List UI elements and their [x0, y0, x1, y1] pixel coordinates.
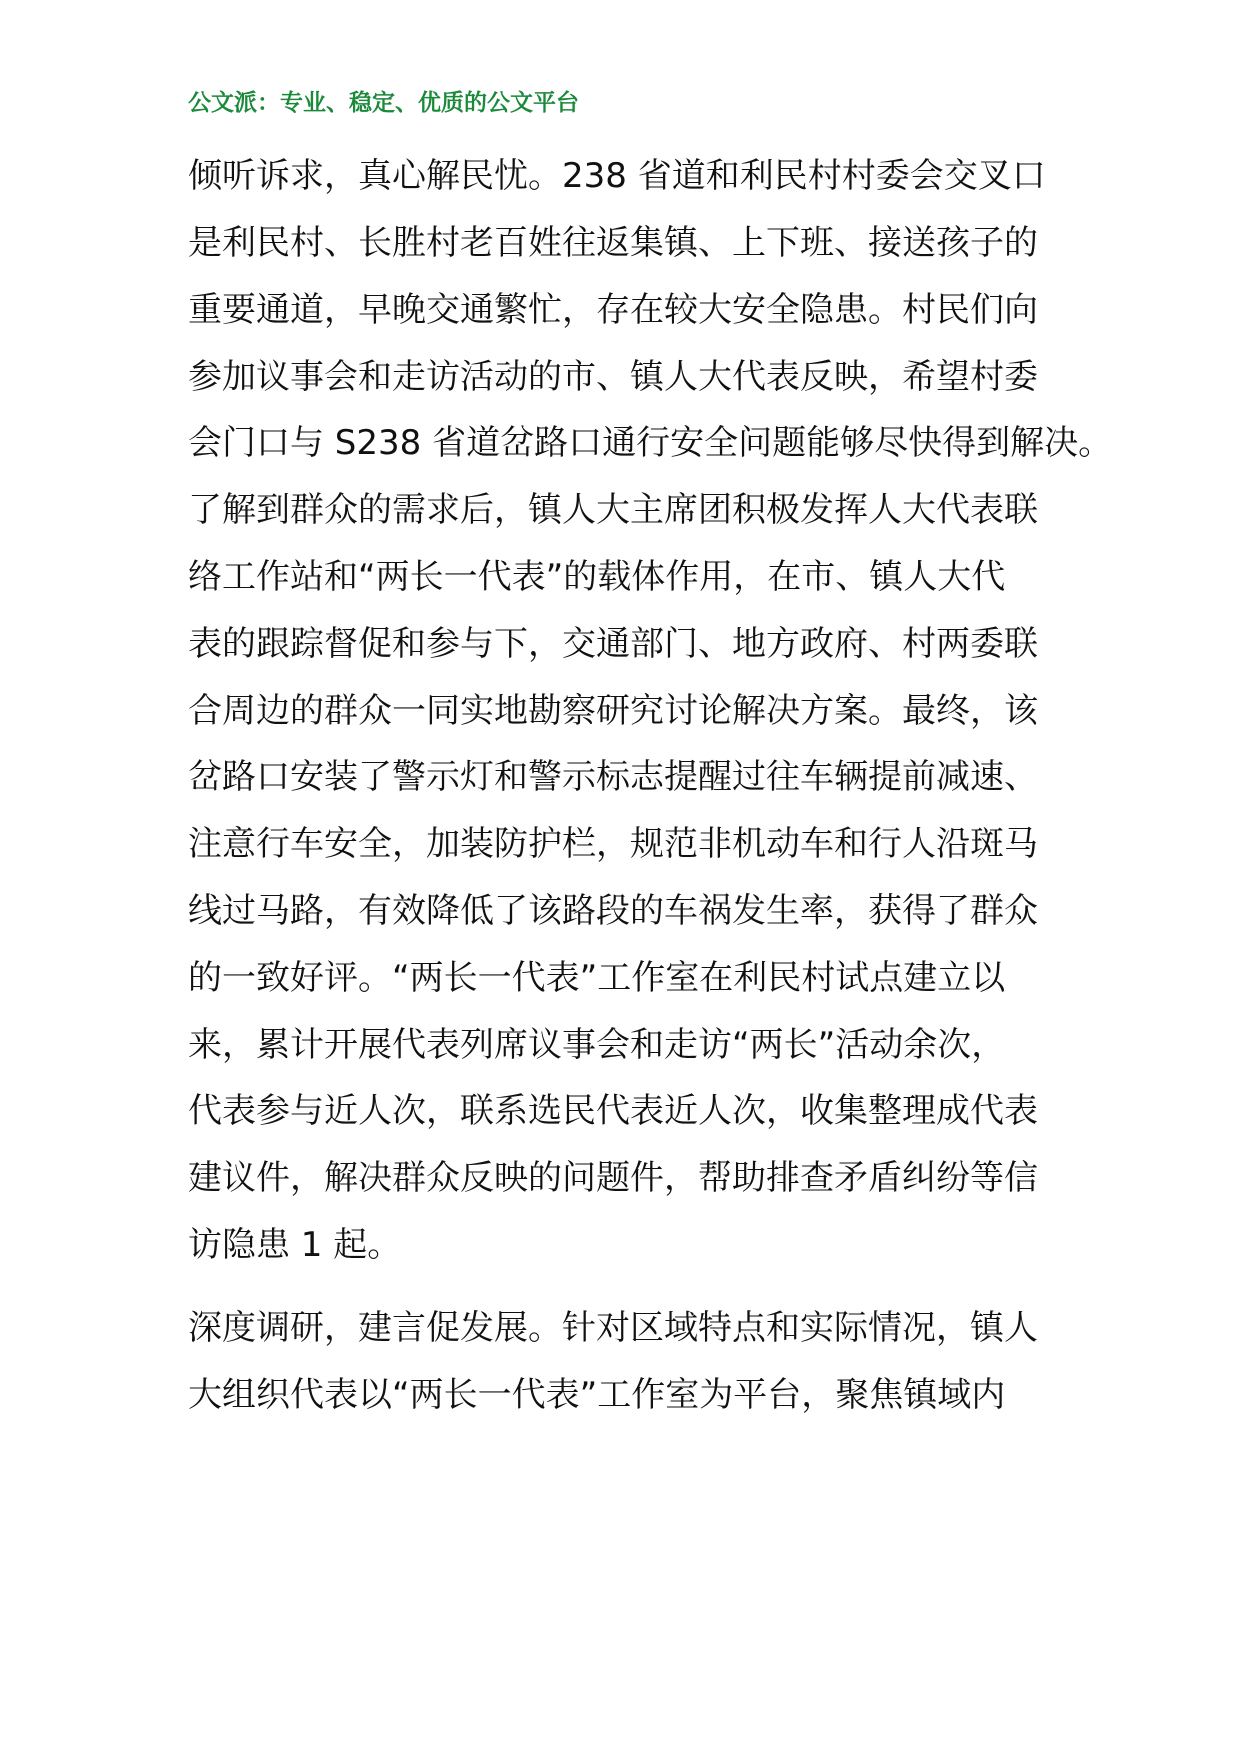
- text-line: 了解到群众的需求后，镇人大主席团积极发挥人大代表联: [188, 490, 1038, 530]
- text-line: 是利民村、长胜村老百姓往返集镇、上下班、接送孩子的: [188, 223, 1038, 263]
- text-line: 会门口与 S238 省道岔路口通行安全问题能够尽快得到解决。: [188, 423, 1113, 463]
- text-line: 岔路口安装了警示灯和警示标志提醒过往车辆提前减速、: [188, 757, 1038, 797]
- text-line: 的一致好评。“两长一代表”工作室在利民村试点建立以: [188, 958, 1006, 998]
- text-line: 参加议事会和走访活动的市、镇人大代表反映，希望村委: [188, 357, 1038, 397]
- text-line: 表的跟踪督促和参与下，交通部门、地方政府、村两委联: [188, 624, 1038, 664]
- text-line: 线过马路，有效降低了该路段的车祸发生率，获得了群众: [188, 891, 1038, 931]
- text-line: 络工作站和“两长一代表”的载体作用，在市、镇人大代: [188, 557, 1006, 597]
- text-line: 来，累计开展代表列席议事会和走访“两长”活动余次，: [188, 1025, 1006, 1065]
- text-line: 倾听诉求，真心解民忧。238 省道和利民村村委会交叉口: [188, 156, 1046, 196]
- text-line: 合周边的群众一同实地勘察研究讨论解决方案。最终，该: [188, 691, 1038, 731]
- text-line: 深度调研，建言促发展。针对区域特点和实际情况，镇人: [188, 1308, 1038, 1348]
- text-line: 访隐患 1 起。: [188, 1225, 402, 1265]
- text-line: 大组织代表以“两长一代表”工作室为平台，聚焦镇域内: [188, 1375, 1006, 1415]
- text-line: 注意行车安全，加装防护栏，规范非机动车和行人沿斑马: [188, 824, 1038, 864]
- text-line: 重要通道，早晚交通繁忙，存在较大安全隐患。村民们向: [188, 290, 1038, 330]
- text-line: 代表参与近人次，联系选民代表近人次，收集整理成代表: [188, 1091, 1038, 1131]
- page-header: 公文派：专业、稳定、优质的公文平台: [188, 90, 579, 116]
- text-line: 建议件，解决群众反映的问题件，帮助排查矛盾纠纷等信: [188, 1158, 1038, 1198]
